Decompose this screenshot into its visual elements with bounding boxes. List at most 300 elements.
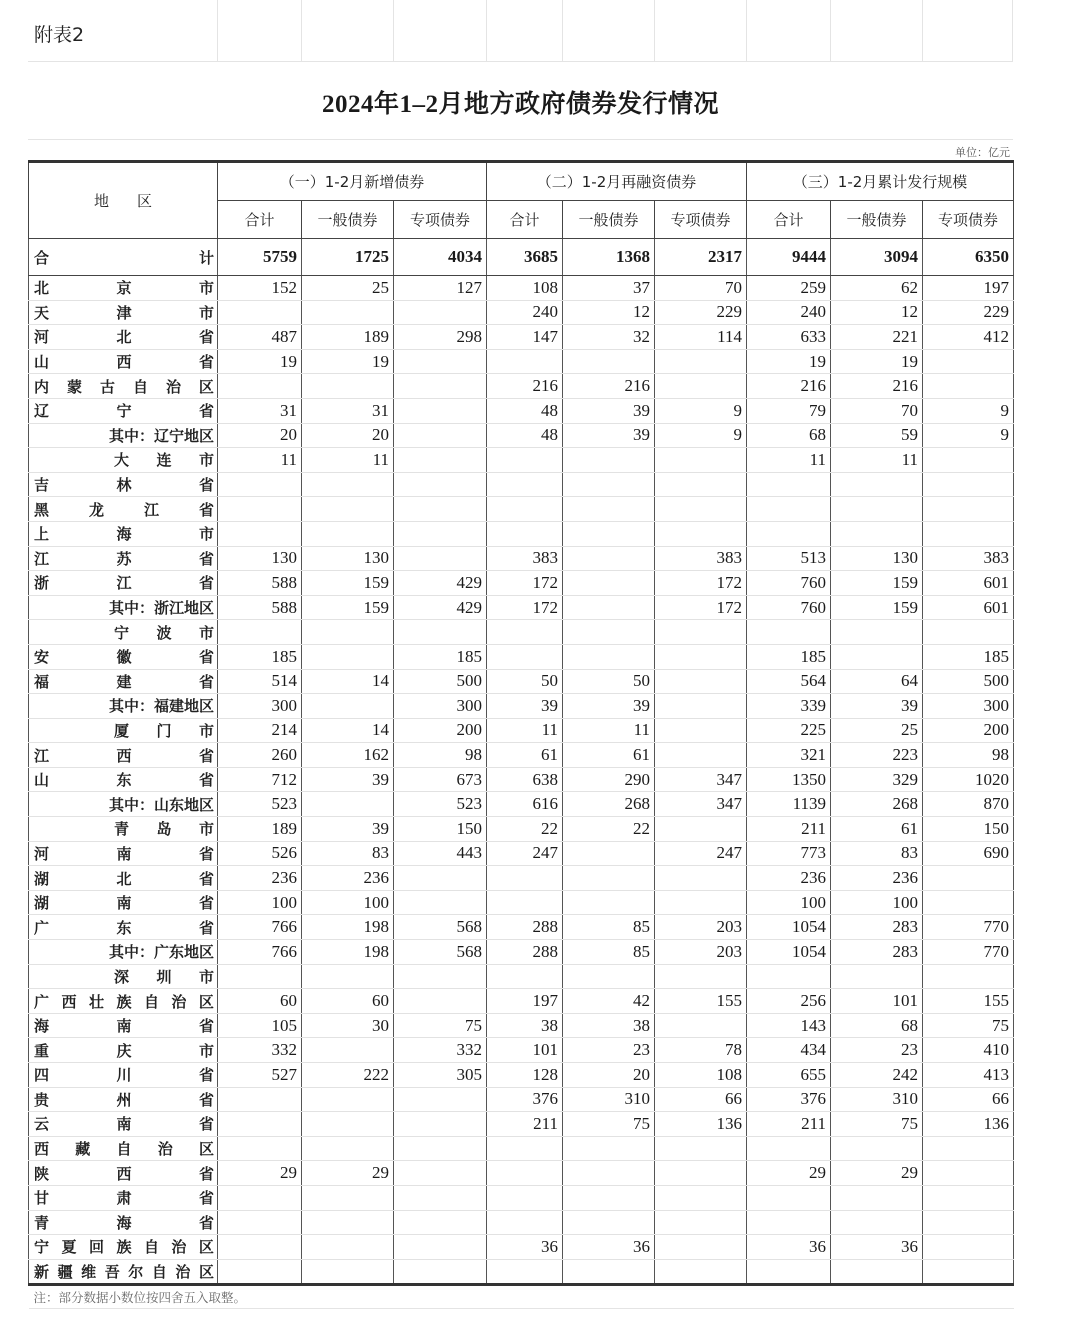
region-name (29, 866, 218, 891)
value-cell (923, 472, 1014, 497)
region-name-part: 省 (198, 746, 214, 765)
table-row (29, 767, 1014, 792)
value-cell (563, 1259, 655, 1285)
value-cell: 211 (747, 1112, 831, 1137)
value-cell (923, 1235, 1014, 1260)
value-cell: 487 (218, 325, 302, 350)
value-cell (302, 644, 394, 669)
value-cell (655, 497, 747, 522)
region-name-part: 京 (116, 279, 132, 298)
value-cell: 434 (747, 1038, 831, 1063)
total-label-right: 计 (198, 248, 214, 267)
region-name-text (34, 745, 214, 766)
value-cell (302, 472, 394, 497)
value-cell (747, 497, 831, 522)
value-cell: 98 (923, 743, 1014, 768)
value-cell (487, 1259, 563, 1285)
value-cell (394, 989, 487, 1014)
value-cell: 60 (218, 989, 302, 1014)
unit-label: 单位：亿元 (955, 146, 1010, 159)
region-name-part: 深 (114, 967, 130, 986)
value-cell: 568 (394, 940, 487, 965)
value-cell (655, 866, 747, 891)
value-cell: 25 (831, 718, 923, 743)
region-name-text (34, 622, 214, 643)
region-name-part: 省 (198, 500, 214, 519)
table-row (29, 571, 1014, 596)
value-cell (923, 866, 1014, 891)
value-cell: 229 (655, 300, 747, 325)
value-cell: 564 (747, 669, 831, 694)
region-name (29, 669, 218, 694)
region-name-part: 青 (34, 1213, 50, 1232)
value-cell: 225 (747, 718, 831, 743)
region-name-text (34, 1138, 214, 1159)
region-name (29, 1038, 218, 1063)
gridline (301, 0, 302, 62)
value-cell (655, 718, 747, 743)
region-name-part: 市 (198, 820, 214, 839)
total-cell: 4034 (394, 239, 487, 276)
value-cell: 100 (218, 890, 302, 915)
value-cell: 48 (487, 423, 563, 448)
region-name (29, 448, 218, 473)
region-name-part: 浙 (34, 574, 50, 593)
region-name-text (34, 695, 214, 716)
value-cell (563, 1210, 655, 1235)
value-cell: 185 (394, 644, 487, 669)
region-name-part: 北 (116, 869, 132, 888)
region-name (29, 1087, 218, 1112)
region-name-part: 族 (116, 1238, 132, 1257)
table-row (29, 1161, 1014, 1186)
value-cell (655, 620, 747, 645)
table-row (29, 866, 1014, 891)
gridline (922, 0, 923, 62)
value-cell (655, 669, 747, 694)
value-cell: 229 (923, 300, 1014, 325)
region-name-part: 回 (88, 1238, 104, 1257)
value-cell: 150 (394, 817, 487, 842)
value-cell (563, 964, 655, 989)
value-cell: 38 (563, 1013, 655, 1038)
value-cell: 30 (302, 1013, 394, 1038)
value-cell: 1350 (747, 767, 831, 792)
bond-issuance-table (28, 160, 1014, 1309)
value-cell (302, 521, 394, 546)
region-name-part: 连 (156, 451, 172, 470)
value-cell: 20 (218, 423, 302, 448)
value-cell: 870 (923, 792, 1014, 817)
region-name-part: 建 (116, 672, 132, 691)
value-cell: 690 (923, 841, 1014, 866)
region-name (29, 1259, 218, 1285)
value-cell: 108 (487, 276, 563, 301)
gridline (830, 0, 831, 62)
value-cell: 655 (747, 1063, 831, 1088)
value-cell: 78 (655, 1038, 747, 1063)
value-cell: 310 (563, 1087, 655, 1112)
region-name (29, 325, 218, 350)
value-cell: 29 (831, 1161, 923, 1186)
region-name-part: 新 (34, 1263, 50, 1282)
value-cell: 221 (831, 325, 923, 350)
region-header: 地区 (29, 162, 218, 239)
value-cell: 527 (218, 1063, 302, 1088)
region-name-part: 湖 (34, 869, 50, 888)
total-cell: 3094 (831, 239, 923, 276)
region-name-part: 古 (99, 377, 115, 396)
region-name-part: 广 (34, 918, 50, 937)
region-name (29, 374, 218, 399)
region-name-part: 岛 (156, 820, 172, 839)
region-name-text (34, 1187, 214, 1208)
gridline (562, 0, 563, 62)
value-cell: 200 (394, 718, 487, 743)
value-cell: 20 (302, 423, 394, 448)
value-cell: 11 (563, 718, 655, 743)
value-cell: 14 (302, 669, 394, 694)
region-name (29, 767, 218, 792)
gridline (654, 0, 655, 62)
value-cell (302, 1185, 394, 1210)
value-cell (302, 1038, 394, 1063)
value-cell: 98 (394, 743, 487, 768)
region-name-part: 南 (116, 844, 132, 863)
value-cell: 760 (747, 571, 831, 596)
region-name-part: 海 (34, 1017, 50, 1036)
region-name-part: 林 (116, 476, 132, 495)
region-name-part: 宁 (114, 623, 130, 642)
value-cell (218, 1185, 302, 1210)
region-name-part: 市 (198, 1041, 214, 1060)
value-cell: 189 (218, 817, 302, 842)
value-cell: 75 (831, 1112, 923, 1137)
value-cell (302, 694, 394, 719)
value-cell: 203 (655, 940, 747, 965)
value-cell: 14 (302, 718, 394, 743)
value-cell: 172 (655, 571, 747, 596)
region-name-text (34, 1212, 214, 1233)
value-cell (563, 571, 655, 596)
value-cell: 223 (831, 743, 923, 768)
subheader-total: 合计 (747, 201, 831, 239)
value-cell (487, 1161, 563, 1186)
value-cell: 283 (831, 915, 923, 940)
region-name-part: 甘 (34, 1189, 50, 1208)
table-row (29, 1063, 1014, 1088)
value-cell: 310 (831, 1087, 923, 1112)
gridline (217, 0, 218, 62)
region-name-text (34, 720, 214, 741)
region-name-part: 江 (143, 500, 159, 519)
region-name-part: 海 (116, 525, 132, 544)
region-name-part: 上 (34, 525, 50, 544)
value-cell: 159 (302, 595, 394, 620)
value-cell: 39 (831, 694, 923, 719)
value-cell: 136 (923, 1112, 1014, 1137)
value-cell: 601 (923, 571, 1014, 596)
region-name-text (34, 1064, 214, 1085)
sheet-gridlines (28, 0, 1013, 160)
region-name-part: 海 (116, 1213, 132, 1232)
value-cell (394, 349, 487, 374)
region-name-part: 其中：辽宁地区 (108, 426, 214, 445)
region-name (29, 792, 218, 817)
region-name-part: 省 (198, 1213, 214, 1232)
value-cell: 513 (747, 546, 831, 571)
value-cell (394, 890, 487, 915)
value-cell: 25 (302, 276, 394, 301)
table-row (29, 669, 1014, 694)
region-name-part: 维 (81, 1263, 97, 1282)
region-name-part: 区 (198, 1263, 214, 1282)
value-cell (394, 964, 487, 989)
value-cell: 42 (563, 989, 655, 1014)
region-name (29, 718, 218, 743)
value-cell: 32 (563, 325, 655, 350)
value-cell: 712 (218, 767, 302, 792)
region-name-part: 自 (132, 377, 148, 396)
value-cell: 332 (394, 1038, 487, 1063)
value-cell (655, 521, 747, 546)
value-cell: 673 (394, 767, 487, 792)
value-cell: 162 (302, 743, 394, 768)
value-cell: 770 (923, 940, 1014, 965)
subheader-general-bonds: 一般债券 (302, 201, 394, 239)
value-cell (218, 497, 302, 522)
region-name-text (34, 449, 214, 470)
region-name-part: 市 (198, 451, 214, 470)
value-cell: 200 (923, 718, 1014, 743)
region-name-text (34, 892, 214, 913)
value-cell: 79 (747, 398, 831, 423)
region-name-part: 治 (157, 1140, 173, 1159)
region-name-part: 区 (198, 992, 214, 1011)
region-name-part: 省 (198, 918, 214, 937)
region-name-text (34, 597, 214, 618)
value-cell (563, 448, 655, 473)
value-cell (655, 472, 747, 497)
region-name-part: 川 (116, 1066, 132, 1085)
value-cell (831, 1210, 923, 1235)
region-name-part: 龙 (88, 500, 104, 519)
value-cell: 100 (831, 890, 923, 915)
value-cell: 130 (302, 546, 394, 571)
table-row (29, 448, 1014, 473)
value-cell (655, 349, 747, 374)
value-cell: 197 (487, 989, 563, 1014)
footnote: 注：部分数据小数位按四舍五入取整。 (29, 1285, 487, 1309)
value-cell: 1139 (747, 792, 831, 817)
value-cell (747, 472, 831, 497)
value-cell: 514 (218, 669, 302, 694)
region-name-part: 贵 (34, 1090, 50, 1109)
region-name-part: 南 (116, 894, 132, 913)
value-cell: 29 (747, 1161, 831, 1186)
region-name (29, 743, 218, 768)
region-name-part: 市 (198, 303, 214, 322)
region-name-text (34, 818, 214, 839)
value-cell: 101 (831, 989, 923, 1014)
value-cell: 143 (747, 1013, 831, 1038)
region-name-part: 自 (151, 1263, 167, 1282)
region-name-part: 自 (116, 1140, 132, 1159)
region-name-part: 波 (156, 623, 172, 642)
region-name-part: 省 (198, 894, 214, 913)
value-cell: 185 (747, 644, 831, 669)
value-cell (394, 521, 487, 546)
value-cell (394, 1210, 487, 1235)
value-cell: 236 (831, 866, 923, 891)
value-cell: 66 (923, 1087, 1014, 1112)
subheader-total: 合计 (487, 201, 563, 239)
region-name-text (34, 425, 214, 446)
value-cell (747, 1259, 831, 1285)
value-cell: 36 (747, 1235, 831, 1260)
value-cell: 19 (831, 349, 923, 374)
value-cell (831, 1136, 923, 1161)
region-name-text (34, 991, 214, 1012)
value-cell: 339 (747, 694, 831, 719)
region-name-part: 苏 (116, 549, 132, 568)
region-name-text (34, 351, 214, 372)
value-cell: 500 (394, 669, 487, 694)
subheader-general-bonds: 一般债券 (831, 201, 923, 239)
region-name-part: 其中：山东地区 (108, 795, 214, 814)
region-name-part: 壮 (88, 992, 104, 1011)
value-cell (218, 1259, 302, 1285)
value-cell: 39 (487, 694, 563, 719)
value-cell: 19 (218, 349, 302, 374)
total-cell: 1725 (302, 239, 394, 276)
table-row (29, 546, 1014, 571)
table-row (29, 423, 1014, 448)
region-name-part: 省 (198, 549, 214, 568)
region-name (29, 571, 218, 596)
value-cell (302, 792, 394, 817)
gridline (393, 0, 394, 62)
value-cell: 36 (831, 1235, 923, 1260)
region-name-text (34, 326, 214, 347)
region-name (29, 890, 218, 915)
value-cell (923, 1210, 1014, 1235)
region-name (29, 1161, 218, 1186)
value-cell: 1020 (923, 767, 1014, 792)
value-cell (655, 817, 747, 842)
value-cell (923, 1259, 1014, 1285)
value-cell: 259 (747, 276, 831, 301)
value-cell: 500 (923, 669, 1014, 694)
value-cell (487, 866, 563, 891)
value-cell: 429 (394, 571, 487, 596)
value-cell: 383 (655, 546, 747, 571)
table-row (29, 964, 1014, 989)
region-name-part: 圳 (156, 967, 172, 986)
region-name-part: 河 (34, 328, 50, 347)
region-name-text (34, 1015, 214, 1036)
region-name (29, 423, 218, 448)
table-row (29, 497, 1014, 522)
region-name-part: 西 (116, 353, 132, 372)
table-body (29, 239, 1014, 1285)
value-cell (394, 1087, 487, 1112)
region-name-text (34, 966, 214, 987)
value-cell: 75 (563, 1112, 655, 1137)
region-name (29, 644, 218, 669)
region-name (29, 1210, 218, 1235)
value-cell: 108 (655, 1063, 747, 1088)
value-cell (394, 1161, 487, 1186)
region-name-part: 重 (34, 1041, 50, 1060)
value-cell: 9 (923, 423, 1014, 448)
value-cell: 22 (563, 817, 655, 842)
value-cell: 62 (831, 276, 923, 301)
value-cell (655, 1210, 747, 1235)
value-cell: 152 (218, 276, 302, 301)
region-name-part: 西 (116, 1164, 132, 1183)
value-cell (394, 1185, 487, 1210)
value-cell: 159 (302, 571, 394, 596)
subheader-total: 合计 (218, 201, 302, 239)
value-cell: 11 (831, 448, 923, 473)
empty-cell (487, 1285, 1014, 1309)
table-row (29, 1087, 1014, 1112)
value-cell: 61 (831, 817, 923, 842)
value-cell: 155 (655, 989, 747, 1014)
value-cell: 236 (302, 866, 394, 891)
region-name-part: 南 (116, 1115, 132, 1134)
region-name-part: 西 (116, 746, 132, 765)
value-cell (218, 620, 302, 645)
region-name-text (34, 499, 214, 520)
region-name (29, 1235, 218, 1260)
table-row (29, 743, 1014, 768)
region-name-part: 省 (198, 648, 214, 667)
value-cell (487, 644, 563, 669)
region-name (29, 989, 218, 1014)
value-cell: 172 (655, 595, 747, 620)
value-cell (302, 497, 394, 522)
value-cell (218, 1235, 302, 1260)
value-cell: 105 (218, 1013, 302, 1038)
table-row (29, 276, 1014, 301)
value-cell (487, 448, 563, 473)
table-row (29, 1185, 1014, 1210)
value-cell: 216 (487, 374, 563, 399)
region-name-part: 区 (198, 1238, 214, 1257)
value-cell (487, 1136, 563, 1161)
region-name-text (34, 646, 214, 667)
region-name-part: 尔 (128, 1263, 144, 1282)
value-cell: 172 (487, 571, 563, 596)
value-cell (302, 1235, 394, 1260)
region-name-part: 江 (116, 574, 132, 593)
value-cell: 159 (831, 571, 923, 596)
table-row (29, 1038, 1014, 1063)
region-name-part: 厦 (114, 721, 130, 740)
value-cell (747, 620, 831, 645)
value-cell: 189 (302, 325, 394, 350)
value-cell: 523 (218, 792, 302, 817)
value-cell: 347 (655, 767, 747, 792)
value-cell: 101 (487, 1038, 563, 1063)
value-cell (747, 1185, 831, 1210)
value-cell (923, 620, 1014, 645)
region-name-text (34, 523, 214, 544)
region-name (29, 915, 218, 940)
value-cell (394, 1259, 487, 1285)
